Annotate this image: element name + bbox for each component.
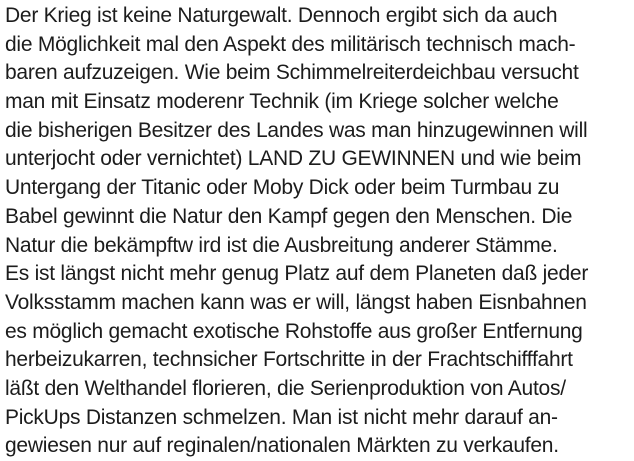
text-line: Untergang der Titanic oder Moby Dick oder beim Turmbau zu: [5, 176, 560, 200]
text-line: Der Krieg ist keine Naturgewalt. Dennoch ergibt sich da auch: [5, 4, 558, 27]
text-line: man mit Einsatz moderenr Technik (im Kriege solcher welche: [5, 90, 559, 114]
text-line: baren aufzuzeigen. Wie beim Schimmelreiterdeichbau versucht: [5, 61, 579, 85]
text-line: Babel gewinnt die Natur den Kampf gegen den Menschen. Die: [5, 204, 573, 228]
text-line: läßt den Welthandel florieren, die Serienproduktion von Autos/: [5, 376, 566, 400]
text-line: die Möglichkeit mal den Aspekt des militärisch technisch mach-: [5, 32, 576, 56]
text-line: herbeizukarren, technsicher Fortschritte in der Frachtschifffahrt: [5, 348, 573, 372]
text-line: es möglich gemacht exotische Rohstoffe aus großer Entfernung: [5, 319, 583, 343]
text-line: gewiesen nur auf reginalen/nationalen Märkten zu verkaufen.: [5, 434, 559, 458]
text-line: PickUps Distanzen schmelzen. Man ist nicht mehr darauf an-: [5, 405, 558, 429]
text-line: Natur die bekämpftw ird ist die Ausbreitung anderer Stämme.: [5, 233, 558, 257]
text-line: unterjocht oder vernichtet) LAND ZU GEWINNEN und wie beim: [5, 147, 582, 171]
text-line: die bisherigen Besitzer des Landes was man hinzugewinnen will: [5, 118, 588, 142]
text-line: Es ist längst nicht mehr genug Platz auf dem Planeten daß jeder: [5, 262, 589, 286]
text-line: Volksstamm machen kann was er will, längst haben Eisnbahnen: [5, 290, 587, 314]
